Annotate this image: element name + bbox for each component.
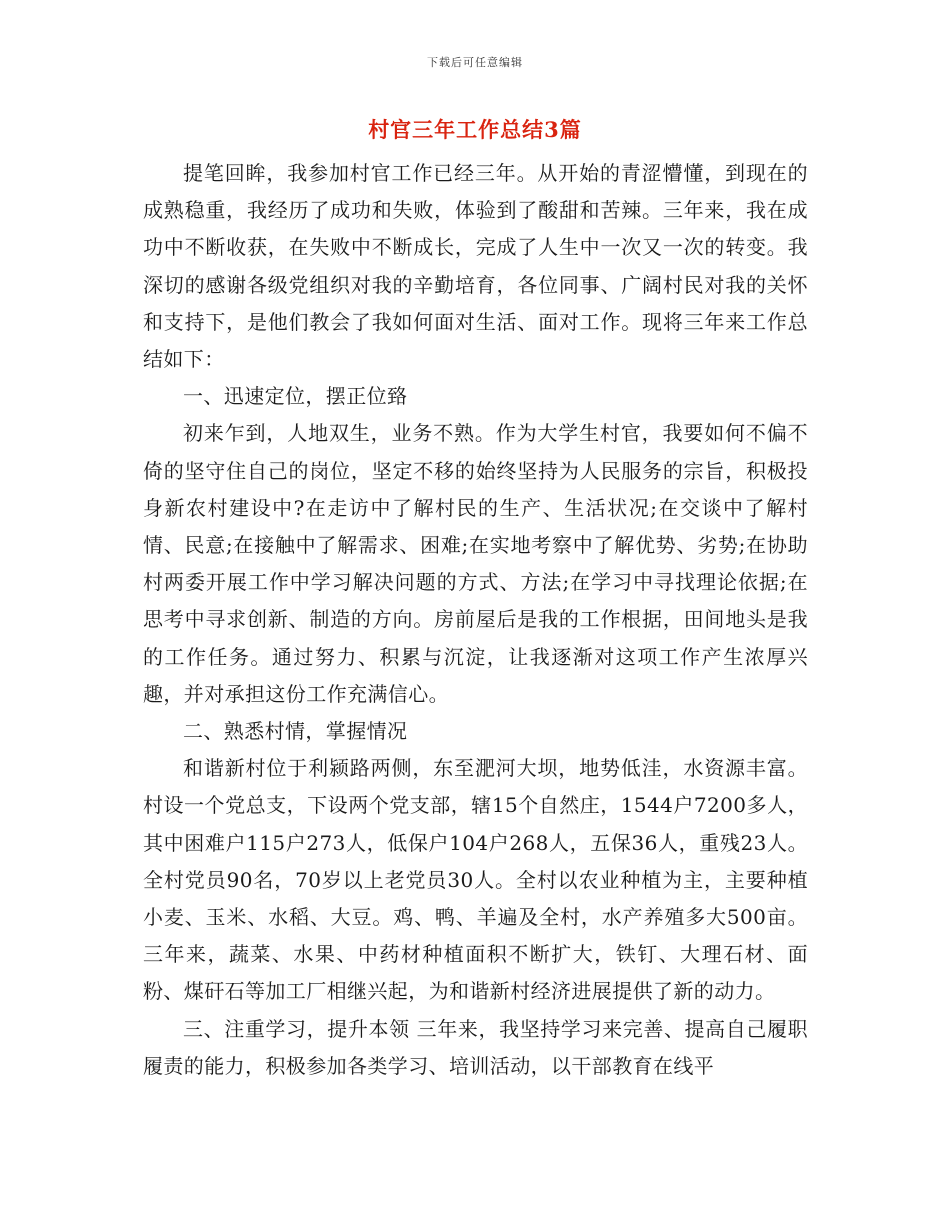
document-title: 村官三年工作总结3篇 [368, 117, 582, 142]
page-header-note: 下载后可任意编辑 [427, 56, 523, 69]
section-paragraph-3: 三、注重学习，提升本领 三年来，我坚持学习来完善、提高自己履职履责的能力，积极参加各类学习、培训活动，以干部教育在线平 [143, 1016, 808, 1078]
section-paragraph-1: 初来乍到，人地双生，业务不熟。作为大学生村官，我要如何不偏不倚的坚守住自己的岗位，坚定不移的始终坚持为人民服务的宗旨，积极投身新农村建设中?在走访中了解村民的生产、生活状况;在交谈中了解村情、民意;在接触中了解需求、困难;在实地考察中了解优势、劣势;在协助村两委开展工作中学习解决问题的方式、方法;在学习中寻找理论依据;在思考中寻求创新、制造的方向。房前屋后是我的工作根据，田间地头是我的工作任务。通过努力、积累与沉淀，让我逐渐对这项工作产生浓厚兴趣，并对承担这份工作充满信心。 [143, 421, 808, 706]
document-body [143, 155, 808, 1085]
intro-paragraph: 提笔回眸，我参加村官工作已经三年。从开始的青涩懵懂，到现在的成熟稳重，我经历了成功和失败，体验到了酸甜和苦辣。三年来，我在成功中不断收获，在失败中不断成长，完成了人生中一次又一次的转变。我深切的感谢各级党组织对我的辛勤培育，各位同事、广阔村民对我的关怀和支持下，是他们教会了我如何面对生活、面对工作。现将三年来工作总结如下： [143, 161, 808, 372]
section-heading-2: 二、熟悉村情，掌握情况 [183, 719, 408, 744]
section-paragraph-2: 和谐新村位于利颍路两侧，东至淝河大坝，地势低洼，水资源丰富。村设一个党总支，下设两个党支部，辖15个自然庄，1544户7200多人，其中困难户115户273人，低保户104户268人，五保36人，重残23人。全村党员90名，70岁以上老党员30人。全村以农业种植为主，主要种植小麦、玉米、水稻、大豆。鸡、鸭、羊遍及全村，水产养殖多大500亩。三年来，蔬菜、水果、中药材种植面积不断扩大，铁钉、大理石材、面粉、煤矸石等加工厂相继兴起，为和谐新村经济进展提供了新的动力。 [143, 756, 808, 1004]
section-heading-1: 一、迅速定位，摆正位臵 [183, 384, 408, 409]
